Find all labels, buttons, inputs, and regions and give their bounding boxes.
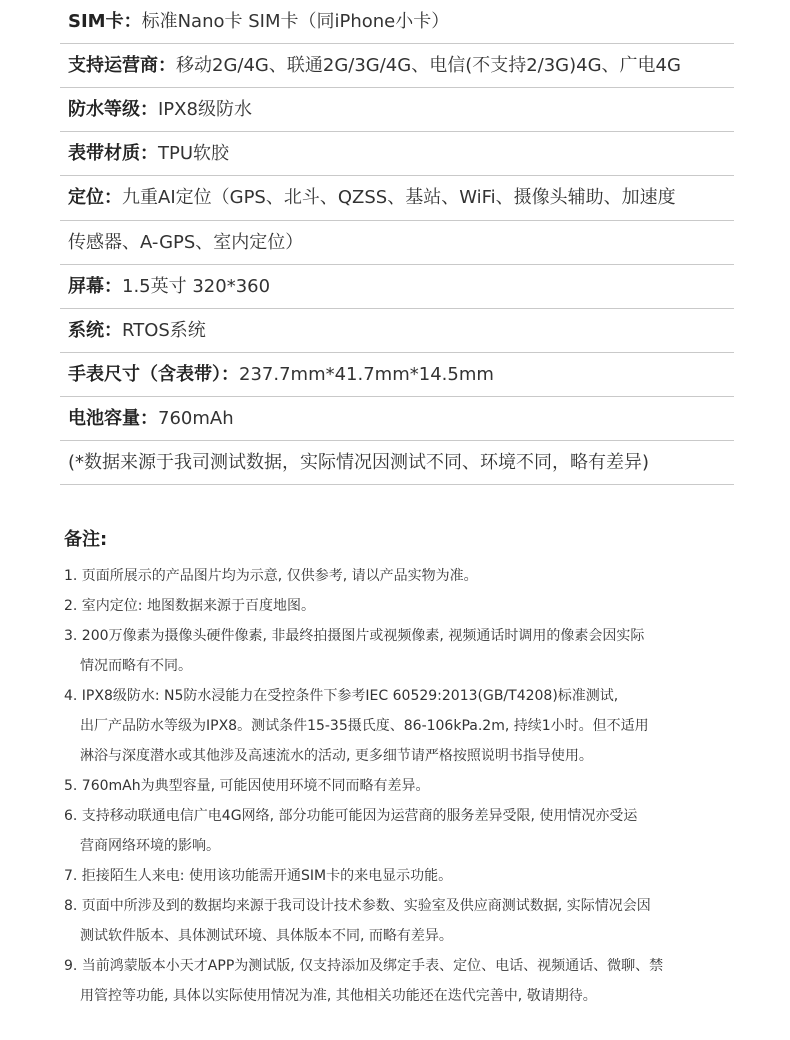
spec-row-waterproof [60,88,734,132]
spec-value: RTOS系统 [122,320,206,341]
spec-row-battery [60,397,734,441]
spec-row-carrier [60,44,734,88]
note-line: 2. 室内定位: 地图数据来源于百度地图。 [64,598,315,614]
spec-value: IPX8级防水 [158,99,252,120]
note-item [64,951,750,1011]
spec-sep: ： [104,187,122,208]
note-item [64,621,750,681]
spec-table [0,0,790,485]
spec-sep: ： [104,320,122,341]
spec-row-location [60,176,734,221]
spec-sep: ： [140,408,158,429]
note-item [64,561,750,591]
spec-value: 760mAh [158,408,234,429]
note-line: 9. 当前鸿蒙版本小天才APP为测试版, 仅支持添加及绑定手表、定位、电话、视频通话、微聊、禁 [64,958,664,974]
spec-row-strap [60,132,734,176]
spec-value: 九重AI定位（GPS、北斗、QZSS、基站、WiFi、摄像头辅助、加速度 [122,187,676,208]
spec-row-disclaimer [60,441,734,485]
spec-label: 系统 [68,320,104,341]
notes-title: 备注: [64,529,108,550]
note-item [64,591,750,621]
note-line: 测试软件版本、具体测试环境、具体版本不同, 而略有差异。 [80,928,453,944]
spec-value: 标准Nano卡 SIM卡（同iPhone小卡） [141,11,450,32]
note-line: 情况而略有不同。 [80,658,192,674]
note-line: 5. 760mAh为典型容量, 可能因使用环境不同而略有差异。 [64,778,430,794]
note-line: 8. 页面中所涉及到的数据均来源于我司设计技术参数、实验室及供应商测试数据, 实际情况会因 [64,898,651,914]
spec-value: 1.5英寸 320*360 [122,276,271,297]
notes-section [60,525,750,1011]
note-item [64,801,750,861]
spec-label: SIM卡 [68,11,124,32]
spec-row-sim [60,0,734,44]
note-line: 出厂产品防水等级为IPX8。测试条件15-35摄氏度、86-106kPa.2m, 持续1小时。但不适用 [80,718,649,734]
note-line: 7. 拒接陌生人来电: 使用该功能需开通SIM卡的来电显示功能。 [64,868,453,884]
spec-row-size [60,353,734,397]
spec-row-screen [60,265,734,309]
spec-value: 237.7mm*41.7mm*14.5mm [239,364,494,385]
note-item [64,861,750,891]
note-line: 用管控等功能, 具体以实际使用情况为准, 其他相关功能还在迭代完善中, 敬请期待。 [80,988,597,1004]
note-line: 3. 200万像素为摄像头硬件像素, 非最终拍摄图片或视频像素, 视频通话时调用的像素会因实际 [64,628,645,644]
spec-sep: ： [123,11,142,32]
note-line: 1. 页面所展示的产品图片均为示意, 仅供参考, 请以产品实物为准。 [64,568,478,584]
spec-value: TPU软胶 [158,143,230,164]
note-item [64,681,750,771]
note-line: 淋浴与深度潜水或其他涉及高速流水的活动, 更多细节请严格按照说明书指导使用。 [80,748,593,764]
spec-sep: ： [140,99,158,120]
spec-value: 移动2G/4G、联通2G/3G/4G、电信(不支持2/3G)4G、广电4G [176,55,681,76]
spec-row-location-cont [60,221,734,266]
spec-row-system [60,309,734,353]
note-item [64,891,750,951]
note-item [64,771,750,801]
note-line: 6. 支持移动联通电信广电4G网络, 部分功能可能因为运营商的服务差异受限, 使用情况亦受运 [64,808,638,824]
spec-label: 防水等级 [68,99,140,120]
note-line: 4. IPX8级防水: N5防水浸能力在受控条件下参考IEC 60529:2013(GB/T4208)标准测试, [64,688,619,704]
spec-label: 定位 [68,187,104,208]
spec-sep: ： [140,143,158,164]
spec-label: 电池容量 [68,408,140,429]
spec-label: 支持运营商 [68,55,158,76]
spec-label: 屏幕 [68,276,104,297]
spec-value: 传感器、A-GPS、室内定位） [68,231,304,253]
spec-disclaimer: (*数据来源于我司测试数据，实际情况因测试不同、环境不同，略有差异) [68,452,650,473]
spec-label: 手表尺寸（含表带）： [68,364,239,385]
spec-sep: ： [104,276,122,297]
spec-label: 表带材质 [68,143,140,164]
note-line: 营商网络环境的影响。 [80,838,220,854]
spec-sep: ： [158,55,176,76]
